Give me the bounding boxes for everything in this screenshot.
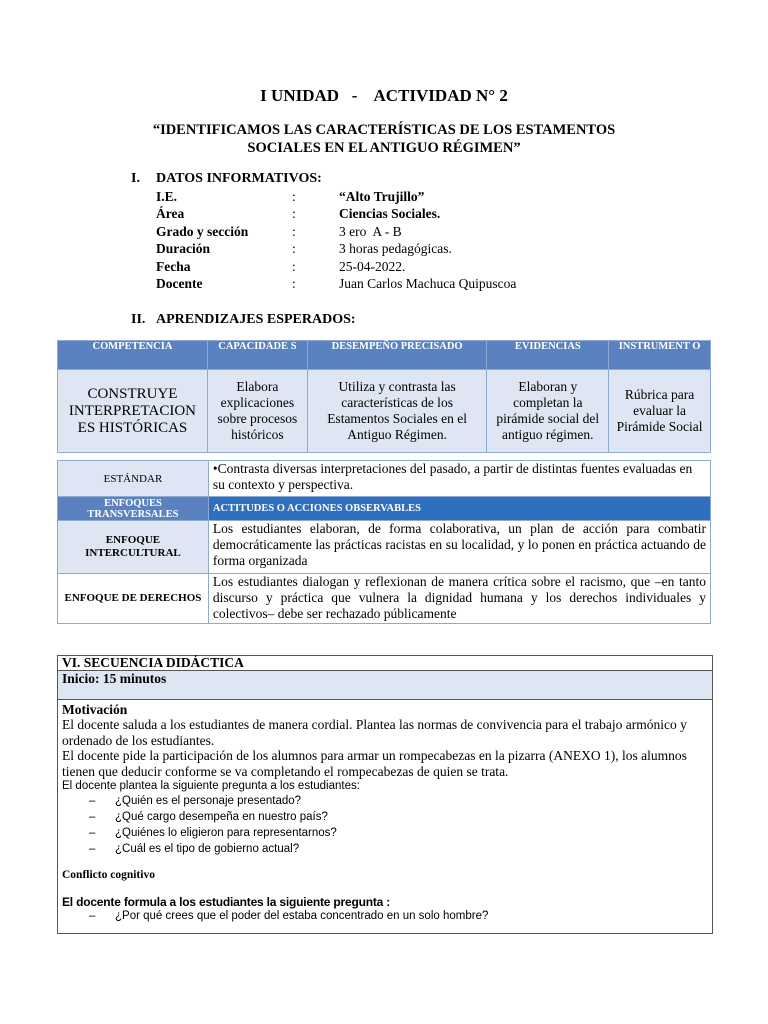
aprendizajes-table	[57, 340, 711, 453]
info-label: Área	[156, 206, 185, 221]
list-item	[89, 809, 708, 825]
inicio-row	[58, 671, 713, 700]
info-label: Grado y sección	[156, 224, 249, 239]
enfoque-derechos-label: ENFOQUE DE DERECHOS	[58, 574, 209, 624]
list-item	[89, 841, 708, 857]
estandar-row	[58, 461, 711, 497]
info-label: Docente	[156, 276, 203, 291]
section-2-number: II.	[131, 312, 146, 327]
cell-competencia: CONSTRUYE INTERPRETACION ES HISTÓRICAS	[58, 370, 208, 453]
paragraph-rompecabezas: El docente pide la participación de los alumnos para armar un rompecabezas en la pizarra (ANEXO 1), los alumnos tienen que deducir conforme se va completando el rompecabezas de quien se trata.	[62, 748, 687, 779]
info-value: Juan Carlos Machuca Quipuscoa	[339, 276, 517, 291]
docente-formula: El docente formula a los estudiantes la siguiente pregunta :	[62, 895, 391, 909]
last-question-item	[62, 909, 708, 923]
dash-bullet: –	[89, 795, 96, 807]
enfoques-header-right: ACTITUDES O ACCIONES OBSERVABLES	[208, 497, 710, 521]
info-sep: :	[292, 241, 296, 256]
question-text: ¿Cuál es el tipo de gobierno actual?	[115, 843, 300, 855]
enfoque-intercultural-text: Los estudiantes elaboran, de forma colaborativa, un plan de acción para combatir democráticamente las prácticas racistas en su localidad, y lo ponen en práctica actuando de forma organizada	[208, 521, 710, 574]
info-sep: :	[292, 189, 296, 204]
info-label: Fecha	[156, 259, 191, 274]
col-header-instrumento: INSTRUMENT O	[609, 341, 711, 370]
cell-desempeno: Utiliza y contrasta las características de los Estamentos Sociales en el Antiguo Régimen.	[307, 370, 487, 453]
section-1-heading: DATOS INFORMATIVOS:	[156, 171, 322, 186]
enfoques-table	[57, 460, 711, 624]
enfoques-header-row	[58, 497, 711, 521]
dash-bullet: –	[89, 811, 96, 823]
question-text: ¿Quién es el personaje presentado?	[115, 795, 302, 807]
info-sep: :	[292, 276, 296, 291]
question-text: ¿Quiénes lo eligieron para representarnos?	[115, 827, 337, 839]
info-value: Ciencias Sociales.	[339, 206, 441, 221]
questions-list	[62, 793, 708, 857]
info-label: I.E.	[156, 189, 178, 204]
secuencia-heading: VI. SECUENCIA DIDÁCTICA	[58, 656, 713, 671]
list-item	[89, 793, 708, 809]
conflicto-heading: Conflicto cognitivo	[62, 869, 155, 881]
section-1-number: I.	[131, 171, 140, 186]
enfoques-header-left: ENFOQUES TRANSVERSALES	[58, 497, 209, 521]
col-header-desempeno: DESEMPEÑO PRECISADO	[307, 341, 487, 370]
enfoque-derechos-row	[58, 574, 711, 624]
info-value: 3 horas pedagógicas.	[339, 241, 452, 256]
list-item	[89, 825, 708, 841]
info-value: 3 ero A - B	[339, 224, 402, 239]
motivacion-row	[58, 700, 713, 934]
subtitle-line-2: SOCIALES EN EL ANTIGUO RÉGIMEN”	[247, 140, 521, 156]
estandar-text: •Contrasta diversas interpretaciones del pasado, a partir de distintas fuentes evaluadas en su contexto y perspectiva.	[208, 461, 710, 497]
col-header-competencia: COMPETENCIA	[58, 341, 208, 370]
aprendizajes-row	[58, 370, 711, 453]
cell-evidencias: Elaboran y completan la pirámide social del antiguo régimen.	[487, 370, 609, 453]
info-sep: :	[292, 224, 296, 239]
question-text: ¿Por qué crees que el poder del estaba concentrado en un solo hombre?	[115, 910, 489, 922]
enfoque-intercultural-row	[58, 521, 711, 574]
question-text: ¿Qué cargo desempeña en nuestro país?	[115, 811, 328, 823]
aprendizajes-header-row	[58, 341, 711, 370]
subtitle-line-1: “IDENTIFICAMOS LAS CARACTERÍSTICAS DE LOS ESTAMENTOS	[152, 122, 616, 138]
info-value: 25-04-2022.	[339, 259, 406, 274]
info-label: Duración	[156, 241, 210, 256]
dash-bullet: –	[89, 827, 96, 839]
enfoque-intercultural-label: ENFOQUE INTERCULTURAL	[58, 521, 209, 574]
motivacion-cell	[58, 700, 713, 934]
secuencia-heading-row	[58, 656, 713, 671]
cell-instrumento: Rúbrica para evaluar la Pirámide Social	[609, 370, 711, 453]
inicio-label: Inicio: 15 minutos	[58, 671, 713, 700]
col-header-evidencias: EVIDENCIAS	[487, 341, 609, 370]
dash-bullet: –	[89, 843, 96, 855]
cell-capacidades: Elabora explicaciones sobre procesos históricos	[207, 370, 307, 453]
enfoque-derechos-text: Los estudiantes dialogan y reflexionan de manera crítica sobre el racismo, que –en tanto discurso y práctica que vulnera la dignidad humana y los derechos individuales y colectivos– debe ser rechazado públicamente	[208, 574, 710, 624]
activity-subtitle	[0, 121, 768, 157]
page-title: I UNIDAD - ACTIVIDAD N° 2	[260, 86, 508, 105]
paragraph-saludo: El docente saluda a los estudiantes de manera cordial. Plantea las normas de convivencia para el trabajo armónico y ordenado de los estudiantes.	[62, 717, 687, 748]
dash-bullet: –	[89, 910, 96, 922]
info-sep: :	[292, 206, 296, 221]
secuencia-table	[57, 655, 713, 934]
info-sep: :	[292, 259, 296, 274]
info-value: “Alto Trujillo”	[339, 189, 425, 204]
col-header-capacidades: CAPACIDADE S	[207, 341, 307, 370]
motivacion-heading: Motivación	[62, 702, 128, 717]
paragraph-pregunta: El docente plantea la siguiente pregunta a los estudiantes:	[62, 780, 360, 792]
section-2-heading: APRENDIZAJES ESPERADOS:	[156, 312, 356, 327]
estandar-label: ESTÁNDAR	[58, 461, 209, 497]
